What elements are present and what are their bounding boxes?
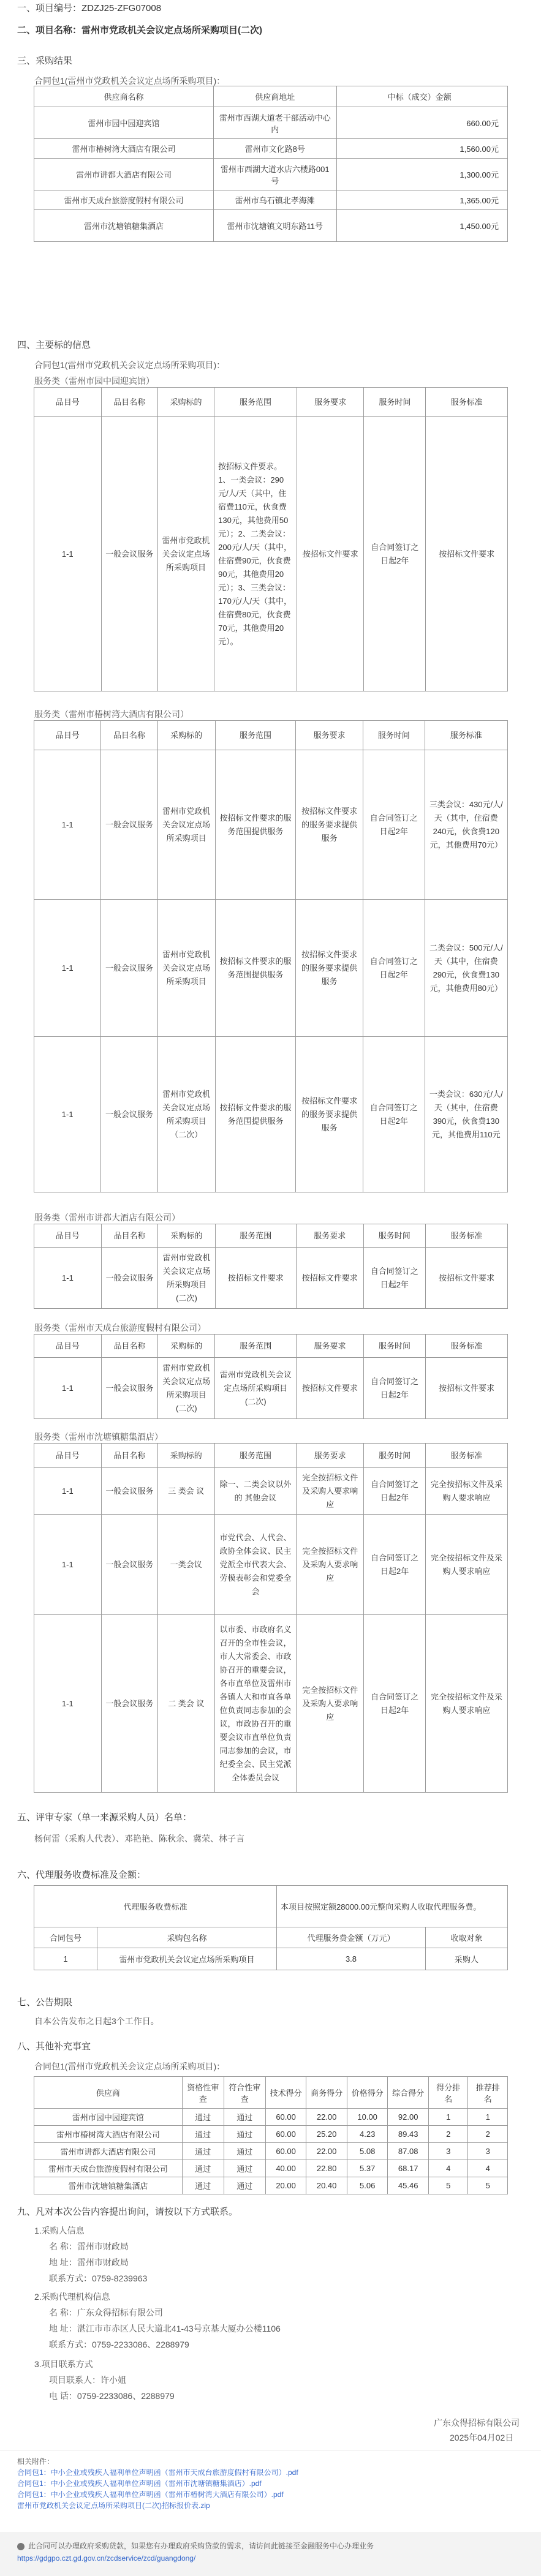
service-table-5: [34, 1443, 508, 1793]
table-row: [34, 1468, 508, 1515]
col-time: 服务时间: [364, 388, 426, 417]
service-table-3: [34, 1224, 508, 1309]
review-names: 杨何雷（采购人代表）、邓艳艳、陈秋余、冀荣、林子言: [34, 1834, 244, 1843]
item-name: 一般会议服务: [101, 1615, 157, 1793]
purchaser-phone: 联系方式：0759-8239963: [49, 2273, 148, 2283]
table-row: [34, 2177, 508, 2194]
col-time: 服务时间: [363, 1335, 425, 1358]
score-cell: 60.00: [265, 2126, 306, 2143]
agency-title: 六、代理服务收费标准及金额：: [17, 1870, 146, 1880]
footer-notice: 此合同可以办理政府采购贷款，如果您有办理政府采购贷款的需求，请访问此链接至金融服务中心办理业务: [28, 2542, 374, 2550]
score-col-tech: 技术得分: [265, 2077, 306, 2109]
agency-col-target: 收取对象: [426, 1927, 508, 1948]
results-title: 三、采购结果: [17, 56, 73, 66]
col-item-name: 品目名称: [101, 1444, 157, 1468]
target: 雷州市党政机关会议定点场所采购项目(二次): [158, 1248, 215, 1309]
agency-col-fee: 代理服务费金额（万元）: [277, 1927, 426, 1948]
col-requirement: 服务要求: [297, 1335, 364, 1358]
col-item-name: 品目名称: [101, 1224, 158, 1248]
score-cell: 雷州市园中园迎宾馆: [34, 2109, 183, 2126]
table-row: [34, 159, 508, 190]
score-cell: 89.43: [388, 2126, 429, 2143]
col-item-no: 品目号: [34, 1444, 102, 1468]
scope: 市党代会、人代会、政协全体会议、民主党派全市代表大会、劳模表彰会和党委全会: [214, 1515, 297, 1615]
item-no: 1-1: [34, 417, 102, 691]
table-row: [34, 750, 508, 900]
score-cell: 5.08: [347, 2143, 388, 2160]
item-name: 一般会议服务: [101, 417, 157, 691]
table-row: [34, 1358, 508, 1419]
score-cell: 22.00: [306, 2143, 347, 2160]
supplier-address: 雷州市乌石镇北孝海滩: [213, 190, 336, 210]
fee-amount: 3.8: [277, 1948, 426, 1970]
contact-title: 九、凡对本次公告内容提出询问，请按以下方式联系。: [17, 2207, 238, 2217]
supplier-name: 雷州市讲都大酒店有限公司: [34, 159, 214, 190]
score-cell: 60.00: [265, 2109, 306, 2126]
item-name: 一般会议服务: [101, 1037, 157, 1192]
col-item-name: 品目名称: [101, 388, 157, 417]
col-time: 服务时间: [363, 1224, 425, 1248]
service-table-1: [34, 387, 508, 691]
item-no: 1-1: [34, 1468, 102, 1515]
agency-col-name: 采购包名称: [97, 1927, 277, 1948]
score-cell: 68.17: [388, 2160, 429, 2177]
score-cell: 25.20: [306, 2126, 347, 2143]
info-title: 四、主要标的信息: [17, 340, 91, 350]
score-cell: 4: [468, 2160, 508, 2177]
score-cell: 3: [468, 2143, 508, 2160]
service-time: 自合同签订之日起2年: [364, 1515, 426, 1615]
score-cell: 1: [428, 2109, 467, 2126]
service-label-5: 服务类（雷州市沈塘镇糖集酒店）: [34, 1432, 163, 1442]
bid-amount: 660.00元: [336, 107, 507, 139]
info-package-line: 合同包1(雷州市党政机关会议定点场所采购项目)：: [34, 360, 225, 370]
score-cell: 60.00: [265, 2143, 306, 2160]
score-cell: 5: [428, 2177, 467, 2194]
col-target: 采购标的: [158, 1444, 214, 1468]
requirement: 完全按招标文件及采购人要求响应: [297, 1515, 364, 1615]
service-time: 自合同签订之日起2年: [364, 417, 426, 691]
score-cell: 通过: [182, 2109, 224, 2126]
item-name: 一般会议服务: [101, 1515, 157, 1615]
requirement: 完全按招标文件及采购人要求响应: [297, 1615, 364, 1793]
info-icon: [17, 2543, 25, 2550]
score-cell: 10.00: [347, 2109, 388, 2126]
agency-address: 地 址：湛江市市赤区人民大道北41-43号京基大厦办公楼1106: [49, 2324, 281, 2333]
col-target: 采购标的: [158, 1335, 215, 1358]
supplier-address: 雷州市西湖大道水店六楼路001号: [213, 159, 336, 190]
item-name: 一般会议服务: [101, 750, 157, 900]
sign-date: 2025年04月02日: [450, 2433, 514, 2442]
table-row: [34, 1037, 508, 1192]
item-name: 一般会议服务: [101, 900, 157, 1037]
supplier-name: 雷州市椿树湾大酒店有限公司: [34, 139, 214, 159]
score-table: [34, 2076, 508, 2194]
score-cell: 3: [428, 2143, 467, 2160]
target: 二 类会 议: [158, 1615, 214, 1793]
score-cell: 通过: [182, 2160, 224, 2177]
table-row: [34, 1248, 508, 1309]
table-row: [34, 417, 508, 691]
footer-text-line: [17, 2540, 374, 2551]
target: 雷州市党政机关会议定点场所采购项目: [157, 417, 214, 691]
standard: 三类会议：430元/人/天（其中，住宿费240元，伙食费120元，其他费用70元）: [425, 750, 507, 900]
score-cell: 45.46: [388, 2177, 429, 2194]
item-no: 1-1: [34, 1358, 102, 1419]
item-no: 1-1: [34, 1515, 102, 1615]
requirement: 按招标文件要求: [296, 1248, 363, 1309]
project-contact-person: 项目联系人：许小姐: [49, 2375, 126, 2385]
requirement: 完全按招标文件及采购人要求响应: [297, 1468, 364, 1515]
service-label-1: 服务类（雷州市园中园迎宾馆）: [34, 376, 154, 386]
service-time: 自合同签订之日起2年: [364, 1615, 426, 1793]
score-cell: 40.00: [265, 2160, 306, 2177]
col-item-no: 品目号: [34, 721, 101, 750]
scope: 按招标文件要求的服务范围提供服务: [215, 1037, 296, 1192]
standard: 完全按招标文件及采购人要求响应: [426, 1615, 508, 1793]
requirement: 按招标文件要求的服务要求提供服务: [296, 1037, 363, 1192]
score-cell: 雷州市天成台旅游度假村有限公司: [34, 2160, 183, 2177]
attachments-label: 相关附件：: [17, 2457, 55, 2466]
supplier-name: 雷州市园中园迎宾馆: [34, 107, 214, 139]
col-standard: 服务标准: [426, 1335, 508, 1358]
agency-info-title: 2.采购代理机构信息: [34, 2292, 110, 2302]
col-time: 服务时间: [363, 721, 425, 750]
agency-col-package: 合同包号: [34, 1927, 97, 1948]
scope: 以市委、市政府名义召开的全市性会议，市人大常委会、市政协召开的重要会议，各市直单位及雷州市各镇人大和市直各单位负责同志参加的会议，市政协召开的重要会议市直单位负责同志参加的会议，市纪委全会、民主党派全体委员会议: [214, 1615, 297, 1793]
col-standard: 服务标准: [425, 1224, 507, 1248]
project-name: 二、项目名称：雷州市党政机关会议定点场所采购项目(二次): [17, 25, 262, 36]
supplier-name: 雷州市天成台旅游度假村有限公司: [34, 190, 214, 210]
score-cell: 2: [428, 2126, 467, 2143]
item-no: 1-1: [34, 1248, 102, 1309]
purchaser-info-title: 1.采购人信息: [34, 2226, 85, 2235]
scope: 按招标文件要求的服务范围提供服务: [215, 900, 296, 1037]
score-cell: 92.00: [388, 2109, 429, 2126]
score-cell: 20.00: [265, 2177, 306, 2194]
score-col-qualification: 资格性审查: [182, 2077, 224, 2109]
requirement: 按招标文件要求的服务要求提供服务: [296, 900, 363, 1037]
service-time: 自合同签订之日起2年: [364, 1468, 426, 1515]
standard: 完全按招标文件及采购人要求响应: [426, 1468, 508, 1515]
attachment-link[interactable]: 合同包1：中小企业或残疾人福利单位声明函（雷州市沈塘镇糖集酒店）.pdf: [17, 2479, 262, 2488]
service-time: 自合同签订之日起2年: [363, 1248, 425, 1309]
standard: 按招标文件要求: [425, 1248, 507, 1309]
table-row: [34, 2160, 508, 2177]
target: 雷州市党政机关会议定点场所采购项目: [157, 750, 215, 900]
col-scope: 服务范围: [215, 1335, 297, 1358]
bid-amount: 1,365.00元: [336, 190, 507, 210]
standard: 按招标文件要求: [426, 1358, 508, 1419]
service-time: 自合同签订之日起2年: [363, 750, 425, 900]
table-row: [34, 1515, 508, 1615]
table-row: [34, 1615, 508, 1793]
score-cell: 1: [468, 2109, 508, 2126]
score-col-business: 商务得分: [306, 2077, 347, 2109]
score-col-total: 综合得分: [388, 2077, 429, 2109]
agency-value: 本项目按照定额28000.00元整向采购人收取代理服务费。: [277, 1886, 508, 1927]
score-cell: 5.37: [347, 2160, 388, 2177]
requirement: 按招标文件要求: [297, 1358, 364, 1419]
col-scope: 服务范围: [215, 721, 296, 750]
scope: 按招标文件要求: [215, 1248, 296, 1309]
score-col-compliance: 符合性审查: [224, 2077, 265, 2109]
fee-target: 采购人: [426, 1948, 508, 1970]
project-contact-phone: 电 话：0759-2233086、2288979: [49, 2391, 175, 2401]
col-scope: 服务范围: [214, 388, 297, 417]
service-label-3: 服务类（雷州市讲都大酒店有限公司）: [34, 1213, 180, 1222]
col-target: 采购标的: [158, 1224, 215, 1248]
score-col-recommend: 推荐排名: [468, 2077, 508, 2109]
score-cell: 通过: [224, 2177, 265, 2194]
supplier-address: 雷州市沈塘镇文明东路11号: [213, 210, 336, 242]
attachment-link[interactable]: 合同包1：中小企业或残疾人福利单位声明函（雷州市天成台旅游度假村有限公司）.pdf: [17, 2468, 298, 2477]
bid-amount: 1,300.00元: [336, 159, 507, 190]
sign-org: 广东众得招标有限公司: [434, 2418, 520, 2428]
other-title: 八、其他补充事宜: [17, 2041, 91, 2052]
requirement: 按招标文件要求的服务要求提供服务: [296, 750, 363, 900]
supplier-name: 雷州市沈塘镇糖集酒店: [34, 210, 214, 242]
score-cell: 5: [468, 2177, 508, 2194]
col-standard: 服务标准: [425, 721, 507, 750]
col-standard: 服务标准: [426, 388, 508, 417]
agency-phone: 联系方式：0759-2233086、2288979: [49, 2340, 189, 2349]
item-no: 1-1: [34, 900, 101, 1037]
score-cell: 通过: [224, 2126, 265, 2143]
score-cell: 5.06: [347, 2177, 388, 2194]
scope: 除一、二类会议以外的 其他会议: [214, 1468, 297, 1515]
results-col-address: 供应商地址: [213, 86, 336, 107]
score-cell: 4: [428, 2160, 467, 2177]
attachment-link[interactable]: 雷州市党政机关会议定点场所采购项目(二次)招标报价表.zip: [17, 2501, 210, 2510]
col-item-name: 品目名称: [101, 721, 157, 750]
table-row: [34, 190, 508, 210]
item-no: 1-1: [34, 1037, 101, 1192]
score-cell: 雷州市椿树湾大酒店有限公司: [34, 2126, 183, 2143]
service-label-4: 服务类（雷州市天成台旅游度假村有限公司）: [34, 1323, 206, 1333]
notice-title: 七、公告期限: [17, 1997, 73, 2008]
bid-amount: 1,450.00元: [336, 210, 507, 242]
requirement: 按招标文件要求: [297, 417, 364, 691]
footer-bar: [0, 2532, 541, 2576]
col-standard: 服务标准: [426, 1444, 508, 1468]
standard: 完全按招标文件及采购人要求响应: [426, 1515, 508, 1615]
service-time: 自合同签订之日起2年: [363, 1037, 425, 1192]
col-time: 服务时间: [364, 1444, 426, 1468]
notice-text: 自本公告发布之日起3个工作日。: [34, 2016, 159, 2026]
item-name: 一般会议服务: [101, 1248, 158, 1309]
standard: 按招标文件要求: [426, 417, 508, 691]
score-cell: 87.08: [388, 2143, 429, 2160]
col-requirement: 服务要求: [297, 1444, 364, 1468]
col-target: 采购标的: [157, 721, 215, 750]
agency-label: 代理服务收费标准: [34, 1886, 277, 1927]
score-cell: 22.00: [306, 2109, 347, 2126]
scope: 按招标文件要求的服务范围提供服务: [215, 750, 296, 900]
bid-amount: 1,560.00元: [336, 139, 507, 159]
score-cell: 雷州市沈塘镇糖集酒店: [34, 2177, 183, 2194]
package-no: 1: [34, 1948, 97, 1970]
target: 雷州市党政机关会议定点场所采购项目（二次）: [157, 1037, 215, 1192]
service-time: 自合同签订之日起2年: [363, 900, 425, 1037]
standard: 二类会议：500元/人/天（其中，住宿费290元，伙食费130元，其他费用80元）: [425, 900, 507, 1037]
supplier-address: 雷州市西湖大道老干部活动中心内: [213, 107, 336, 139]
score-cell: 通过: [182, 2143, 224, 2160]
item-name: 一般会议服务: [101, 1468, 157, 1515]
score-cell: 通过: [224, 2143, 265, 2160]
score-cell: 雷州市讲都大酒店有限公司: [34, 2143, 183, 2160]
purchaser-name: 名 称：雷州市财政局: [49, 2242, 129, 2251]
agency-name: 名 称：广东众得招标有限公司: [49, 2308, 163, 2318]
score-cell: 4.23: [347, 2126, 388, 2143]
score-cell: 通过: [224, 2109, 265, 2126]
results-package-line: 合同包1(雷州市党政机关会议定点场所采购项目)：: [34, 76, 225, 86]
target: 雷州市党政机关会议定点场所采购项目: [157, 900, 215, 1037]
service-time: 自合同签订之日起2年: [363, 1358, 425, 1419]
score-col-rank: 得分排名: [428, 2077, 467, 2109]
col-scope: 服务范围: [215, 1224, 296, 1248]
col-scope: 服务范围: [214, 1444, 297, 1468]
service-label-2: 服务类（雷州市椿树湾大酒店有限公司）: [34, 709, 189, 719]
target: 一类会议: [158, 1515, 214, 1615]
service-table-4: [34, 1334, 508, 1419]
item-name: 一般会议服务: [101, 1358, 157, 1419]
footer-link[interactable]: https://gdgpo.czt.gd.gov.cn/zcdservice/zcd/guangdong/: [17, 2554, 196, 2563]
other-package-line: 合同包1(雷州市党政机关会议定点场所采购项目)：: [34, 2062, 225, 2071]
table-row: [34, 2109, 508, 2126]
item-no: 1-1: [34, 1615, 102, 1793]
standard: 一类会议：630元/人/天（其中，住宿费390元，伙食费130元，其他费用110元: [425, 1037, 507, 1192]
target: 雷州市党政机关会议定点场所采购项目(二次): [158, 1358, 215, 1419]
score-cell: 通过: [224, 2160, 265, 2177]
scope: 雷州市党政机关会议定点场所采购项目(二次): [215, 1358, 297, 1419]
table-row: [34, 139, 508, 159]
results-col-amount: 中标（成交）金额: [336, 86, 507, 107]
col-item-no: 品目号: [34, 1224, 102, 1248]
table-row: [34, 900, 508, 1037]
col-target: 采购标的: [157, 388, 214, 417]
col-item-no: 品目号: [34, 388, 102, 417]
target: 三 类会 议: [158, 1468, 214, 1515]
package-name: 雷州市党政机关会议定点场所采购项目: [97, 1948, 277, 1970]
score-cell: 22.80: [306, 2160, 347, 2177]
score-cell: 通过: [182, 2177, 224, 2194]
attachment-link[interactable]: 合同包1：中小企业或残疾人福利单位声明函（雷州市椿树湾大酒店有限公司）.pdf: [17, 2490, 284, 2499]
project-number: 一、项目编号：ZDZJ25-ZFG07008: [17, 3, 162, 13]
table-row: [34, 2126, 508, 2143]
purchaser-address: 地 址：雷州市财政局: [49, 2258, 129, 2267]
table-row: [34, 2143, 508, 2160]
table-row: [34, 107, 508, 139]
col-item-name: 品目名称: [101, 1335, 157, 1358]
service-table-2: [34, 720, 508, 1192]
results-col-supplier: 供应商名称: [34, 86, 214, 107]
score-col-supplier: 供应商: [34, 2077, 183, 2109]
item-no: 1-1: [34, 750, 101, 900]
scope: 按招标文件要求。1、一类会议：290元/人/天（其中，住宿费110元，伙食费130元，其他费用50元）；2、二类会议：200元/人/天（其中，住宿费90元，伙食费90元，其他费用20元）；3、三类会议：170元/人/天（其中，住宿费80元，伙食费70元，其他费用20元）。: [214, 417, 297, 691]
score-cell: 20.40: [306, 2177, 347, 2194]
col-requirement: 服务要求: [297, 388, 364, 417]
table-row: [34, 1948, 508, 1970]
score-col-price: 价格得分: [347, 2077, 388, 2109]
col-requirement: 服务要求: [296, 721, 363, 750]
results-table: [34, 86, 508, 242]
review-title: 五、评审专家（单一来源采购人员）名单：: [17, 1812, 192, 1823]
table-row: [34, 210, 508, 242]
project-contact-title: 3.项目联系方式: [34, 2359, 93, 2369]
score-cell: 2: [468, 2126, 508, 2143]
agency-table: [34, 1885, 508, 1970]
score-cell: 通过: [182, 2126, 224, 2143]
col-requirement: 服务要求: [296, 1224, 363, 1248]
supplier-address: 雷州市文化路8号: [213, 139, 336, 159]
col-item-no: 品目号: [34, 1335, 102, 1358]
